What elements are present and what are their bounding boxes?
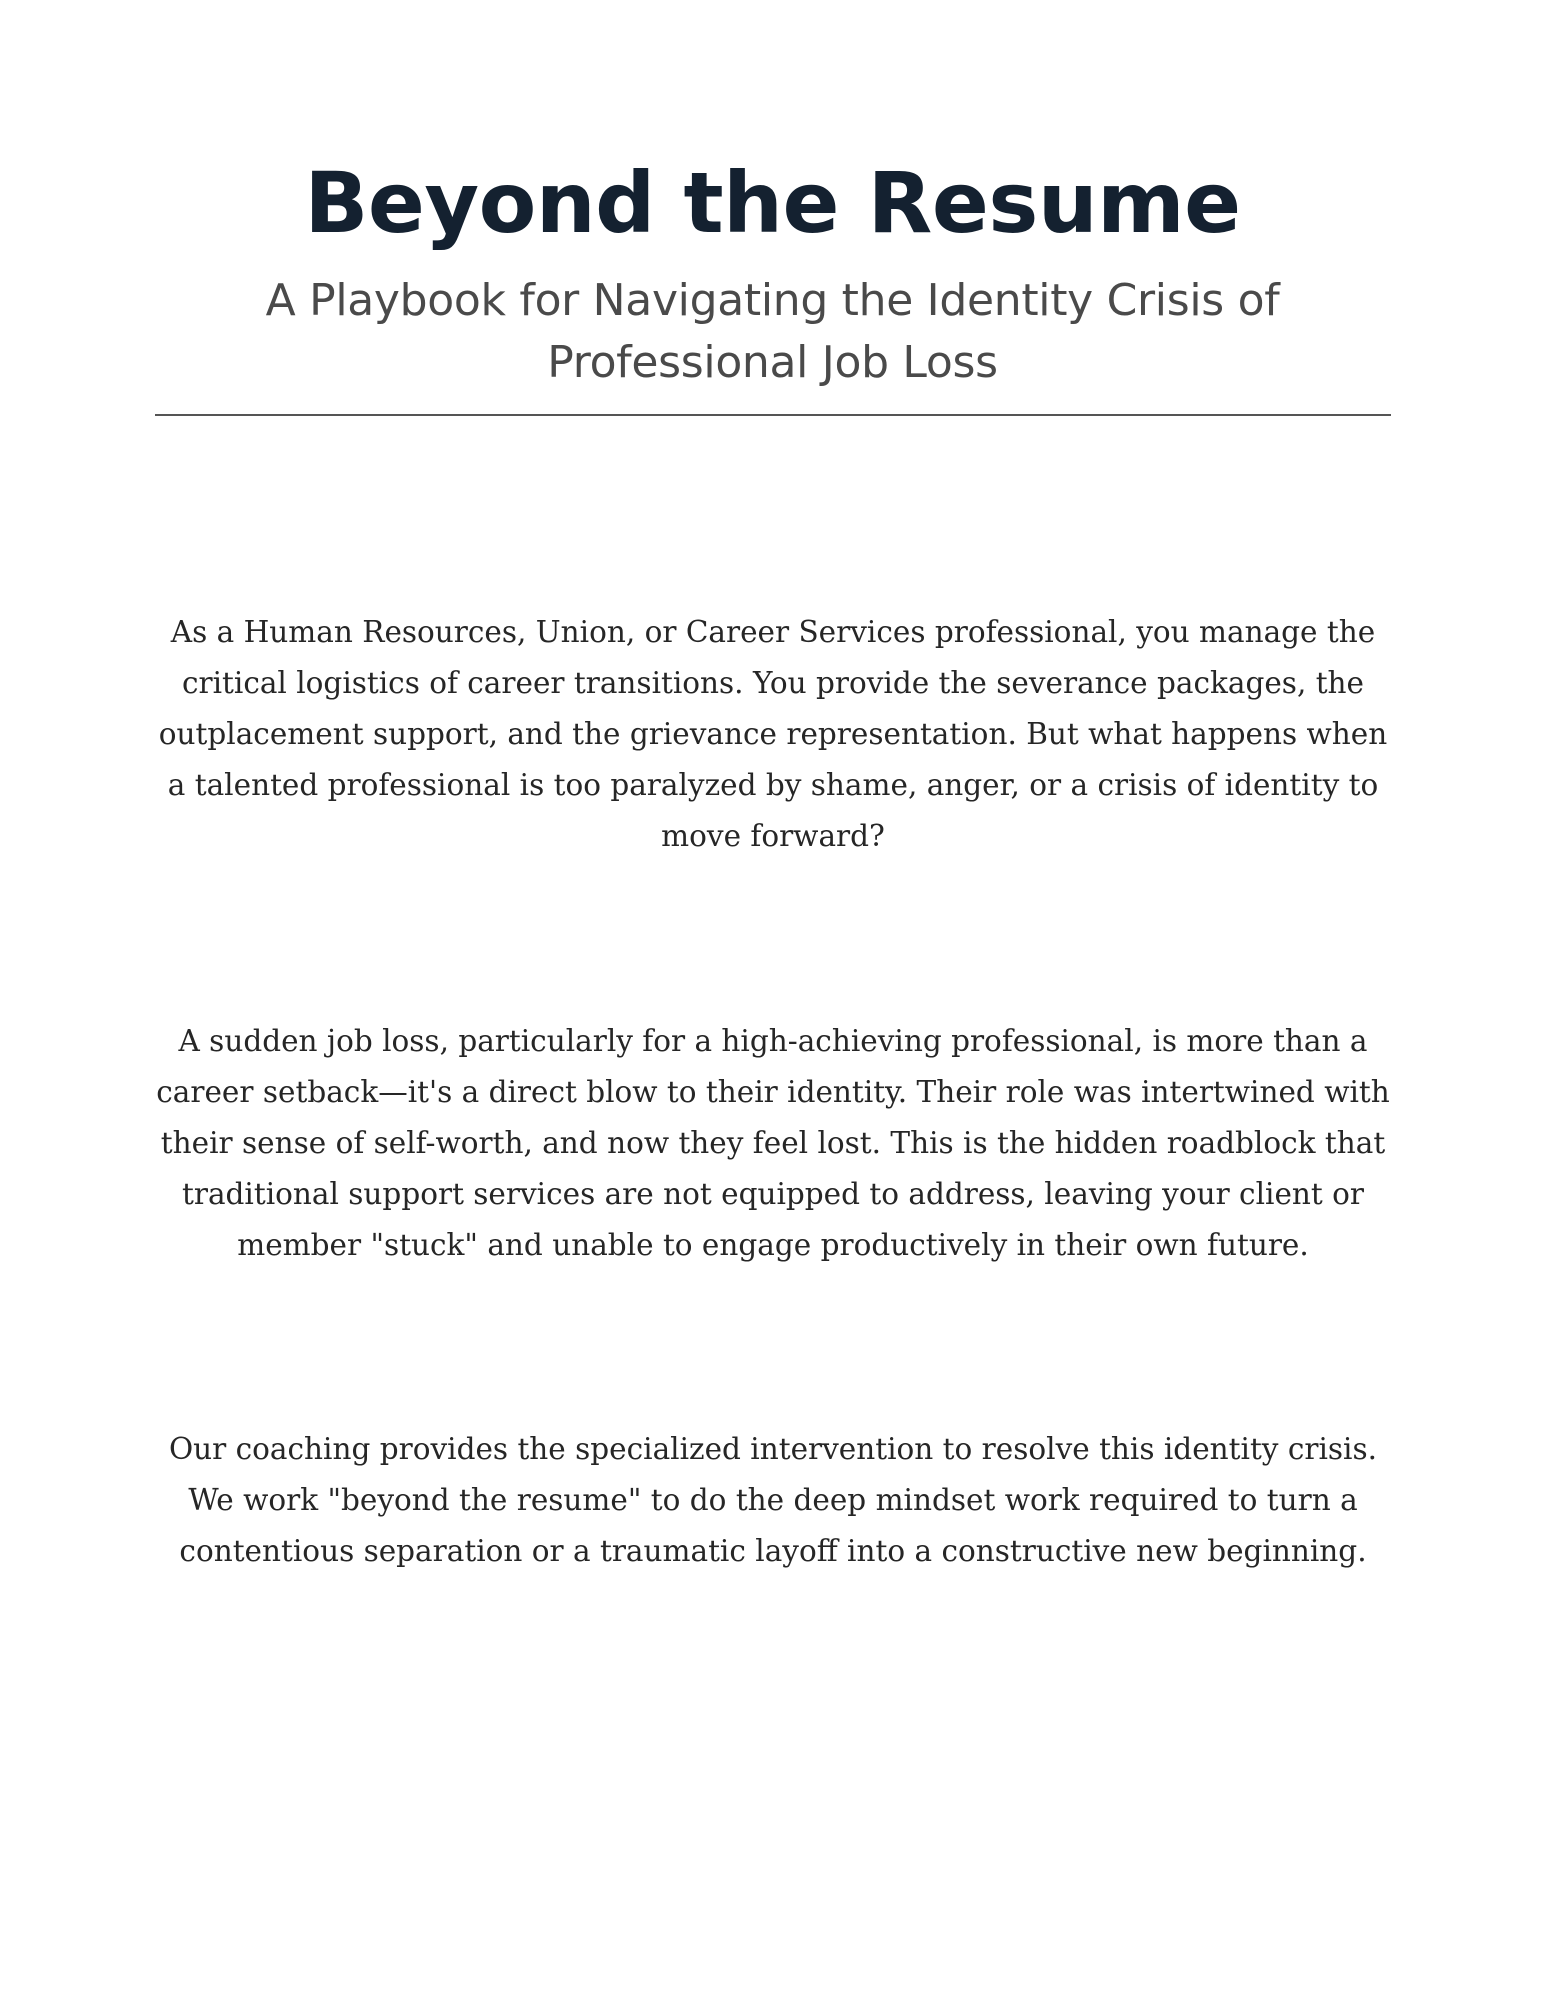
page-subtitle: A Playbook for Navigating the Identity Crisis of Professional Job Loss — [265, 275, 1280, 388]
page-title: Beyond the Resume — [304, 154, 1241, 252]
header-divider — [155, 414, 1391, 416]
body-paragraph-solution: Our coaching provides the specialized intervention to resolve this identity crisis. We work "beyond the resume" to do the deep mindset work required to turn a contentious separation or a traumatic layoff into a constructive new beginning. — [168, 1432, 1377, 1568]
body-paragraph-problem: A sudden job loss, particularly for a high-achieving professional, is more than a career setback—it's a direct blow to their identity. Their role was intertwined with their sense of self-worth, and now they feel lost. This is the hidden roadblock that traditional support services are not equipped to address, leaving your client or member "stuck" and unable to engage productively in their own future. — [156, 1024, 1390, 1262]
body-paragraph-intro: As a Human Resources, Union, or Career Services professional, you manage the critical logistics of career transitions. You provide the severance packages, the outplacement support, and the grievance representation. But what happens when a talented professional is too paralyzed by shame, anger, or a crisis of identity to move forward? — [158, 615, 1388, 853]
